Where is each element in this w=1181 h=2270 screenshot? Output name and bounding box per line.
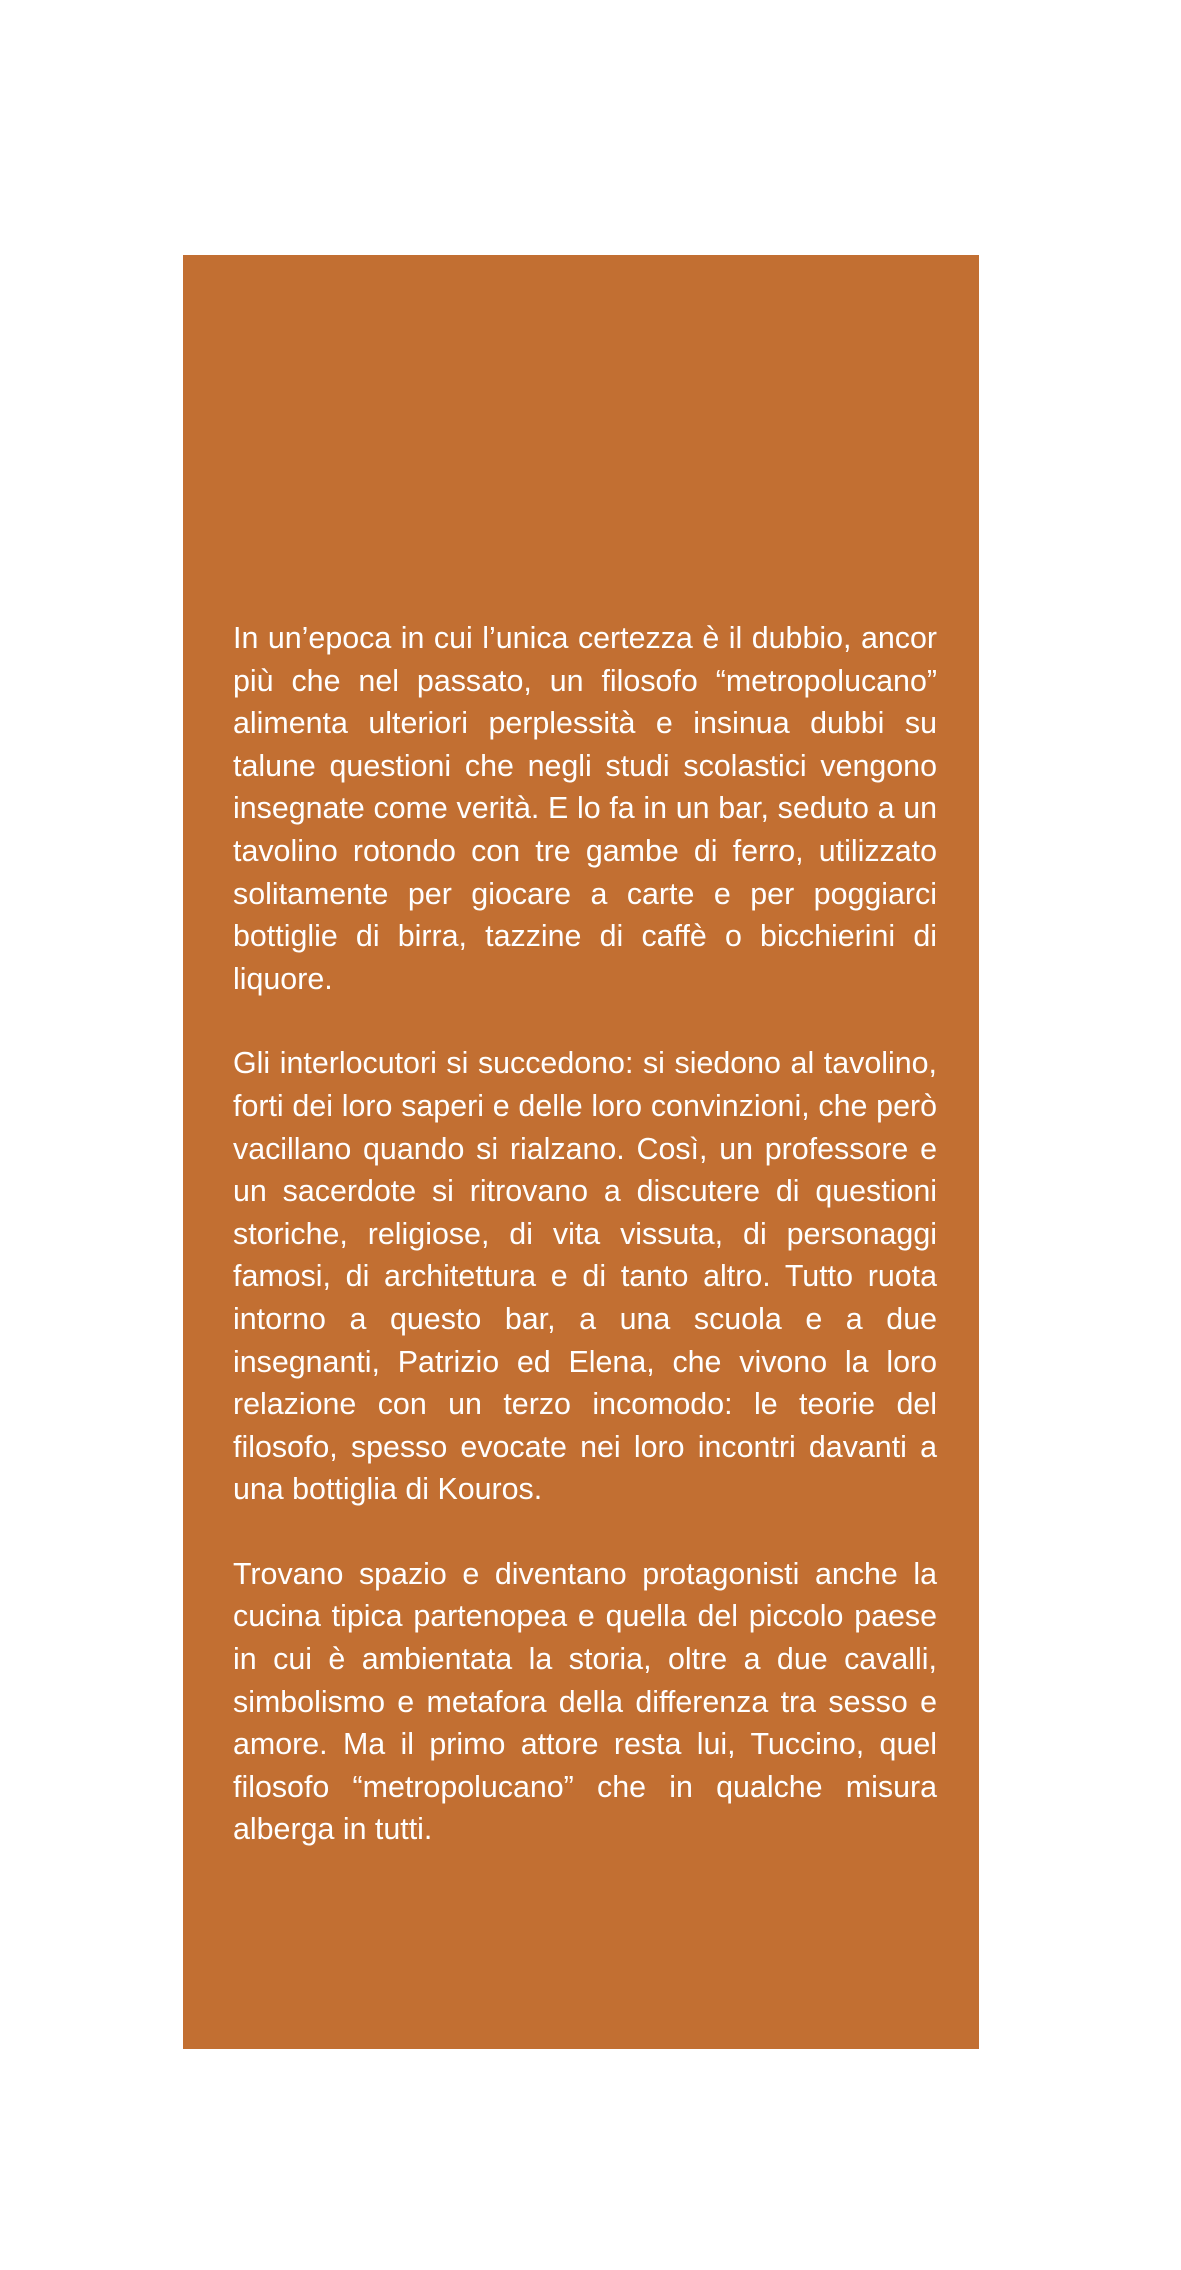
back-cover-panel <box>183 255 979 2049</box>
blurb-paragraph-3: Trovano spazio e diventano protagonisti anche la cucina tipica partenopea e quella del piccolo paese in cui è ambientata la storia, oltre a due cavalli, simbolismo e metafora della differenza tra sesso e amore. Ma il primo attore resta lui, Tuccino, quel filosofo “metropolucano” che in qualche misura alberga in tutti. <box>233 1556 937 1847</box>
blurb-paragraph-2: Gli interlocutori si succedono: si siedono al tavolino, forti dei loro saperi e delle loro convinzioni, che però vacillano quando si rialzano. Così, un professore e un sacerdote si ritrovano a discutere di questioni storiche, religiose, di vita vissuta, di personaggi famosi, di architettura e di tanto altro. Tutto ruota intorno a questo bar, a una scuola e a due insegnanti, Patrizio ed Elena, che vivono la loro relazione con un terzo incomodo: le teorie del filosofo, spesso evocate nei loro incontri davanti a una bottiglia di Kouros. <box>233 1046 937 1507</box>
blurb-paragraph-1: In un’epoca in cui l’unica certezza è il dubbio, ancor più che nel passato, un filosofo “metropolucano” alimenta ulteriori perplessità e insinua dubbi su talune questioni che negli studi scolastici vengono insegnate come verità. E lo fa in un bar, seduto a un tavolino rotondo con tre gambe di ferro, utilizzato solitamente per giocare a carte e per poggiarci bottiglie di birra, tazzine di caffè o bicchierini di liquore. <box>233 621 937 996</box>
